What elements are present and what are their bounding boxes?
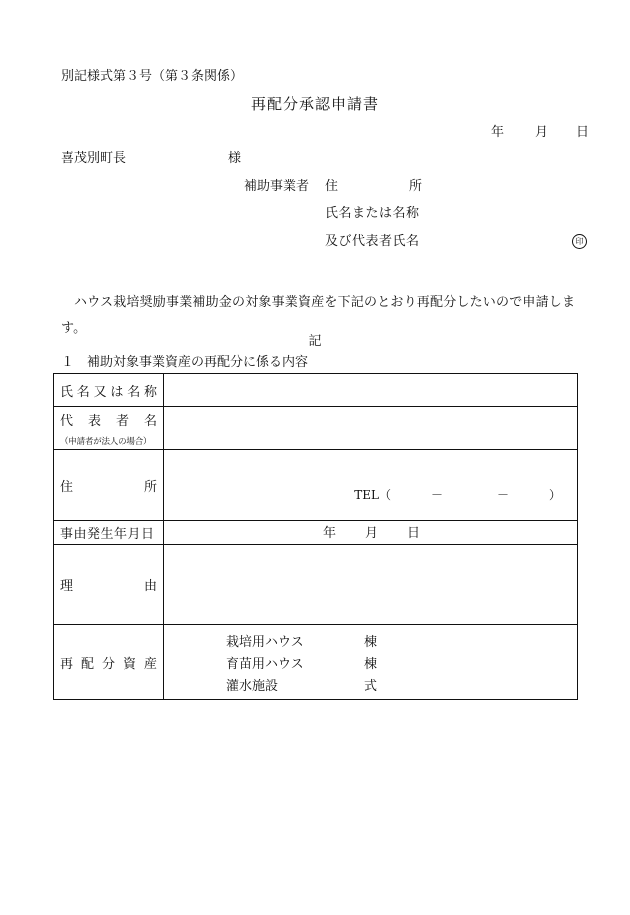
seal-mark: 印	[572, 234, 587, 249]
form-number: 別記様式第３号（第３条関係）	[61, 69, 244, 84]
list-item	[226, 651, 577, 673]
event-date-day: 日	[407, 525, 421, 541]
table-row-assets	[54, 625, 578, 700]
table-row-name	[54, 374, 578, 407]
date-day-label: 日	[576, 125, 590, 140]
tel-close: ）	[548, 488, 561, 502]
document-title: 再配分承認申請書	[250, 95, 379, 113]
event-date-label-cell: 事由発生年月日	[54, 521, 164, 545]
table-row-event-date	[54, 521, 578, 545]
event-date-year: 年	[323, 525, 337, 541]
name-label-cell: 氏 名 又 は 名 称	[54, 374, 164, 407]
list-item	[226, 673, 577, 695]
asset-label-cell: 再 配 分 資 産	[54, 625, 164, 700]
asset-unit: 棟	[364, 634, 378, 650]
address-label-cell: 住 所	[54, 450, 164, 521]
section-title: １ 補助対象事業資産の再配分に係る内容	[61, 355, 309, 370]
applicant-address-label-a: 住	[325, 179, 339, 194]
applicant-label: 補助事業者	[244, 179, 310, 194]
address-value-cell[interactable]	[164, 450, 578, 521]
addressee-name: 喜茂別町長	[61, 151, 127, 166]
event-date-month: 月	[365, 525, 379, 541]
name-value-cell[interactable]	[164, 374, 578, 407]
asset-name: 灌水施設	[226, 678, 279, 694]
applicant-address-label-b: 所	[409, 179, 423, 194]
ki-heading: 記	[308, 334, 322, 349]
asset-name: 育苗用ハウス	[226, 656, 304, 672]
table-row-representative	[54, 407, 578, 450]
asset-name: 栽培用ハウス	[226, 634, 304, 650]
reason-label-cell: 理 由	[54, 545, 164, 625]
tel-line	[164, 450, 577, 503]
date-month-label: 月	[535, 125, 549, 140]
representative-value-cell[interactable]	[164, 407, 578, 450]
tel-dash-2: －	[496, 488, 509, 502]
asset-list-cell	[164, 625, 578, 700]
addressee-honorific: 様	[228, 151, 242, 166]
applicant-representative-label: 及び代表者氏名	[325, 234, 420, 249]
event-date-value-cell[interactable]	[164, 521, 578, 545]
tel-dash-1: －	[430, 488, 443, 502]
reason-value-cell[interactable]	[164, 545, 578, 625]
date-year-label: 年	[491, 125, 505, 140]
representative-label-cell: 代 表 者 名 （申請者が法人の場合）	[54, 407, 164, 450]
asset-unit: 式	[364, 678, 378, 694]
list-item	[226, 629, 577, 651]
asset-redistribution-table	[53, 373, 578, 700]
body-text-content: ハウス栽培奨励事業補助金の対象事業資産を下記のとおり再配分したいので申請します。	[61, 295, 576, 336]
tel-label: TEL（	[354, 488, 391, 502]
table-row-address	[54, 450, 578, 521]
table-row-reason	[54, 545, 578, 625]
asset-unit: 棟	[364, 656, 378, 672]
representative-note: （申請者が法人の場合）	[60, 436, 152, 447]
applicant-name-label: 氏名または名称	[325, 206, 420, 221]
